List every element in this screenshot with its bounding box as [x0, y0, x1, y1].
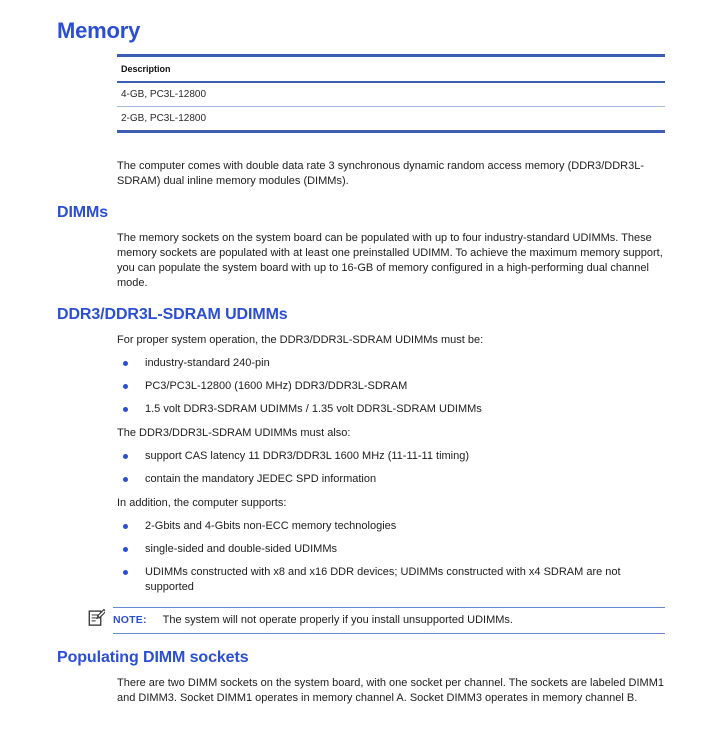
list-item: single-sided and double-sided UDIMMs: [117, 542, 665, 557]
note-box: [88, 607, 665, 634]
list-item: support CAS latency 11 DDR3/DDR3L 1600 MHz (11-11-11 timing): [117, 449, 665, 464]
table-header-row: [117, 56, 665, 83]
list-item: 2-Gbits and 4-Gbits non-ECC memory technologies: [117, 519, 665, 534]
note-content: [113, 607, 665, 634]
udimms-must-be-intro: For proper system operation, the DDR3/DDR3L-SDRAM UDIMMs must be:: [117, 334, 484, 346]
page-title: Memory: [57, 18, 141, 43]
note-pencil-icon: [88, 608, 106, 632]
table-cell: 2-GB, PC3L-12800: [121, 113, 207, 124]
note-text: The system will not operate properly if you install unsupported UDIMMs.: [162, 614, 513, 626]
list-item: 1.5 volt DDR3-SDRAM UDIMMs / 1.35 volt DDR3L-SDRAM UDIMMs: [117, 402, 665, 417]
table-header-description: Description: [117, 56, 665, 83]
list-item: PC3/PC3L-12800 (1600 MHz) DDR3/DDR3L-SDRAM: [117, 379, 665, 394]
populating-paragraph: There are two DIMM sockets on the system board, with one socket per channel. The sockets are labeled DIMM1 and DIMM3. Socket DIMM1 operates in memory channel A. Socket DIMM3 operates in memory channel B.: [117, 677, 664, 704]
note-label: NOTE:: [113, 614, 147, 626]
table-row: [117, 82, 665, 107]
udimms-supports-intro: In addition, the computer supports:: [117, 497, 287, 509]
section-heading-dimms: DIMMs: [57, 204, 109, 221]
section-heading-udimms: DDR3/DDR3L-SDRAM UDIMMs: [57, 306, 288, 323]
intro-paragraph: The computer comes with double data rate 3 synchronous dynamic random access memory (DDR3/DDR3L-SDRAM) dual inline memory modules (DIMMs).: [117, 160, 644, 187]
udimms-must-also-list: [117, 449, 665, 487]
list-item: UDIMMs constructed with x8 and x16 DDR devices; UDIMMs constructed with x4 SDRAM are not supported: [117, 565, 665, 595]
list-item: industry-standard 240-pin: [117, 356, 665, 371]
spec-table: [117, 54, 665, 133]
udimms-must-also-intro: The DDR3/DDR3L-SDRAM UDIMMs must also:: [117, 427, 351, 439]
list-item: contain the mandatory JEDEC SPD information: [117, 472, 665, 487]
memory-spec-table: [117, 54, 665, 133]
table-cell: 4-GB, PC3L-12800: [117, 82, 665, 107]
udimms-must-be-list: [117, 356, 665, 417]
section-heading-populating: Populating DIMM sockets: [57, 649, 249, 666]
udimms-supports-list: [117, 519, 665, 595]
dimms-paragraph: The memory sockets on the system board can be populated with up to four industry-standard UDIMMs. These memory sockets are populated with at least one preinstalled UDIMM. To achieve the maximum memory support, you can populate the system board with up to 16-GB of memory configured in a high-performing dual channel mode.: [117, 232, 663, 289]
table-row: [117, 107, 665, 132]
